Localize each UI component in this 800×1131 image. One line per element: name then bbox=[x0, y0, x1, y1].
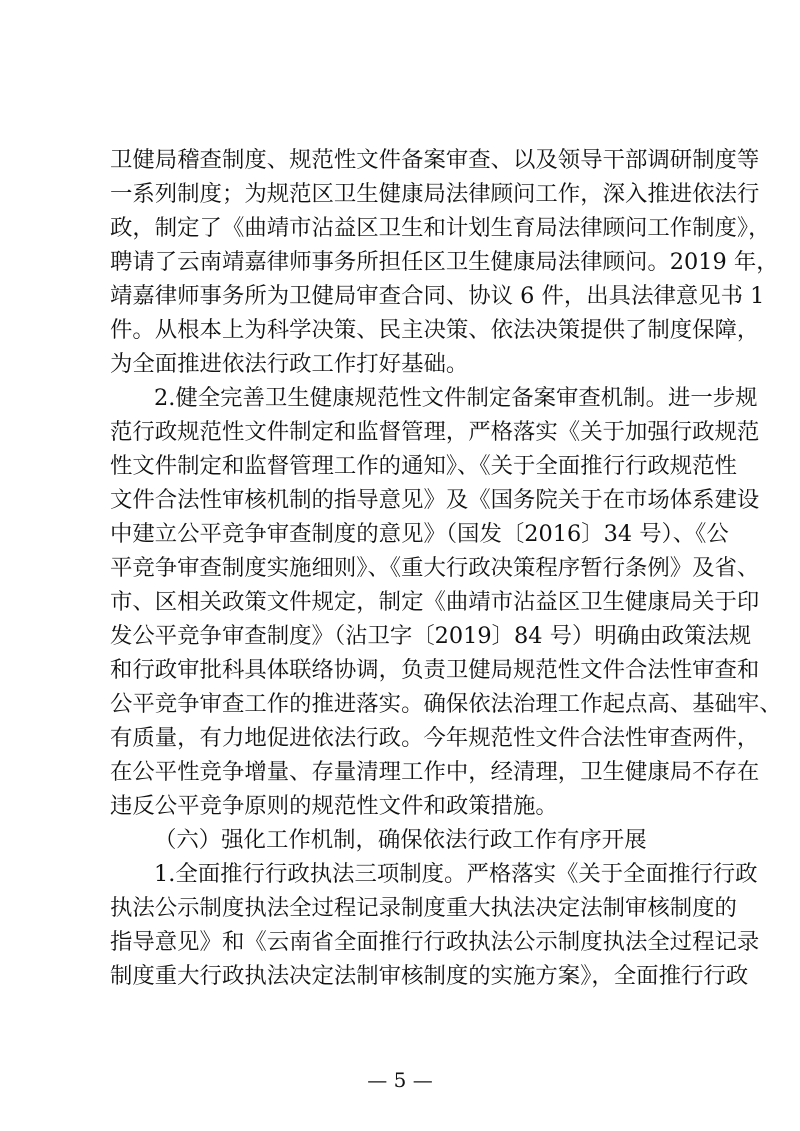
paragraph-first-line: 1.全面推行行政执法三项制度。严格落实《关于全面推行行政 bbox=[154, 861, 758, 887]
text-line: 聘请了云南靖嘉律师事务所担任区卫生健康局法律顾问。2019 年， bbox=[110, 249, 779, 275]
text-line: 政，制定了《曲靖市沾益区卫生和计划生育局法律顾问工作制度》， bbox=[110, 215, 771, 241]
text-line: 平竞争审查制度实施细则》、《重大行政决策程序暂行条例》及省、 bbox=[110, 555, 760, 581]
text-line: 发公平竞争审查制度》（沾卫字〔2019〕84 号）明确由政策法规 bbox=[110, 623, 752, 649]
text-line: 件。从根本上为科学决策、民主决策、依法决策提供了制度保障， bbox=[110, 317, 760, 343]
text-line: 有质量，有力地促进依法行政。今年规范性文件合法性审查两件， bbox=[110, 725, 760, 751]
text-line: 为全面推进依法行政工作打好基础。 bbox=[110, 351, 469, 377]
text-line: 执法公示制度执法全过程记录制度重大执法决定法制审核制度的 bbox=[110, 895, 737, 921]
text-line: 靖嘉律师事务所为卫健局审查合同、协议 6 件，出具法律意见书 1 bbox=[110, 283, 765, 309]
text-line: 一系列制度；为规范区卫生健康局法律顾问工作，深入推进依法行 bbox=[110, 181, 760, 207]
text-line: 文件合法性审核机制的指导意见》及《国务院关于在市场体系建设 bbox=[110, 487, 760, 513]
paragraph-first-line: 2.健全完善卫生健康规范性文件制定备案审查机制。进一步规 bbox=[154, 385, 758, 411]
text-line: 在公平性竞争增量、存量清理工作中，经清理，卫生健康局不存在 bbox=[110, 759, 760, 785]
text-line: 市、区相关政策文件规定，制定《曲靖市沾益区卫生健康局关于印 bbox=[110, 589, 760, 615]
text-line: 和行政审批科具体联络协调，负责卫健局规范性文件合法性审查和 bbox=[110, 657, 760, 683]
text-line: 卫健局稽查制度、规范性文件备案审查、以及领导干部调研制度等 bbox=[110, 147, 760, 173]
text-line: 范行政规范性文件制定和监督管理，严格落实《关于加强行政规范 bbox=[110, 419, 760, 445]
text-line: 制度重大行政执法决定法制审核制度的实施方案》，全面推行行政 bbox=[110, 963, 749, 989]
section-heading: （六）强化工作机制，确保依法行政工作有序开展 bbox=[154, 827, 647, 853]
text-line: 违反公平竞争原则的规范性文件和政策措施。 bbox=[110, 793, 558, 819]
page-number: — 5 — bbox=[367, 1068, 433, 1092]
text-line: 公平竞争审查工作的推进落实。确保依法治理工作起点高、基础牢、 bbox=[110, 691, 782, 717]
text-line: 指导意见》和《云南省全面推行行政执法公示制度执法全过程记录 bbox=[110, 929, 760, 955]
text-line: 中建立公平竞争审查制度的意见》（国发〔2016〕34 号）、《公 bbox=[110, 521, 729, 547]
text-line: 性文件制定和监督管理工作的通知》、《关于全面推行行政规范性 bbox=[110, 453, 737, 479]
